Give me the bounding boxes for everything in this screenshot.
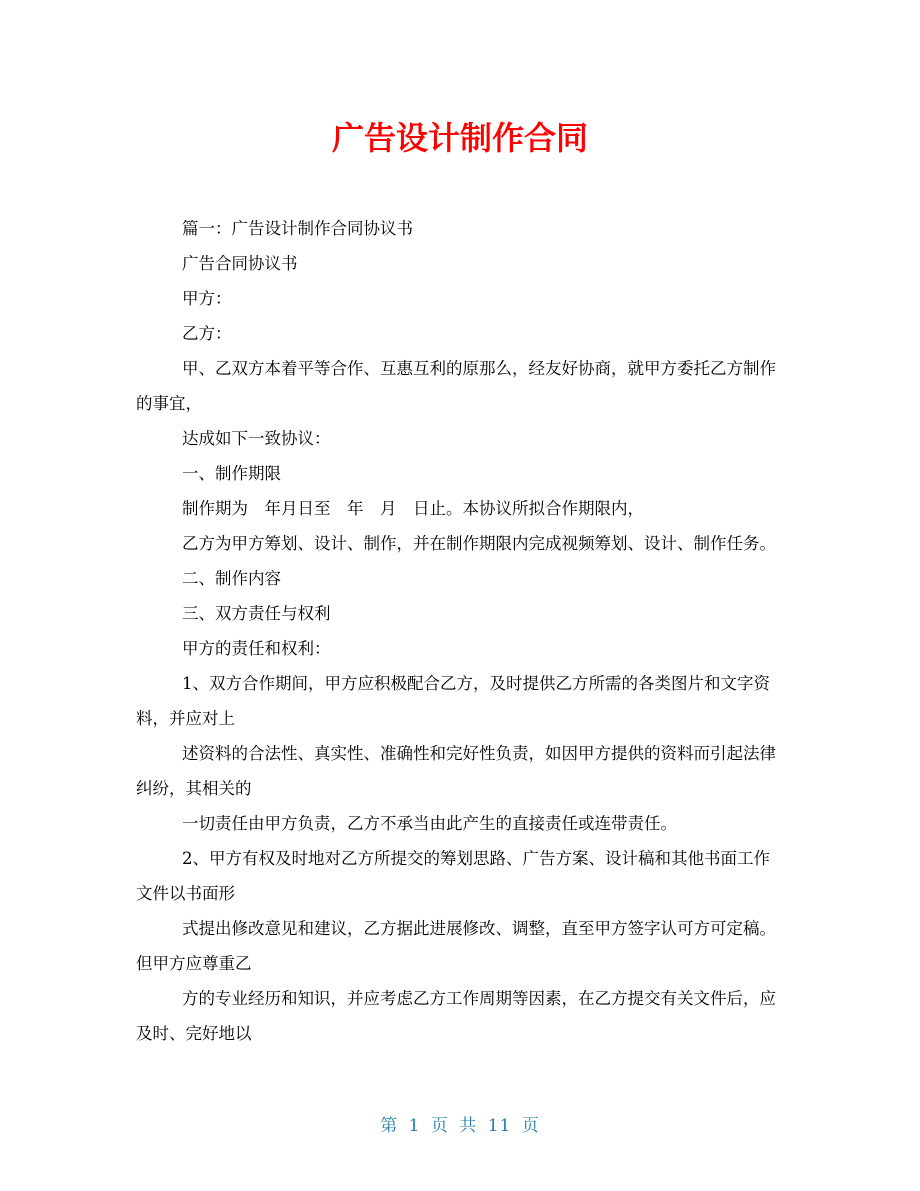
paragraph: 达成如下一致协议： xyxy=(182,429,331,448)
paragraph: 甲方： xyxy=(182,289,232,308)
paragraph: 式提出修改意见和建议，乙方据此进展修改、调整，直至甲方签字认可方可定稿。但甲方应尊重乙 xyxy=(136,919,776,973)
paragraph: 方的专业经历和知识，并应考虑乙方工作周期等因素，在乙方提交有关文件后，应及时、完好地以 xyxy=(136,989,776,1043)
page-number-footer: 第 1 页 共 11 页 xyxy=(380,1116,540,1136)
document-body xyxy=(136,211,793,1051)
paragraph: 制作期为 年月日至 年 月 日止。本协议所拟合作期限内， xyxy=(182,499,644,518)
paragraph: 甲方的责任和权利： xyxy=(182,639,331,658)
paragraph: 一切责任由甲方负责，乙方不承当由此产生的直接责任或连带责任。 xyxy=(182,814,677,833)
paragraph: 述资料的合法性、真实性、准确性和完好性负责，如因甲方提供的资料而引起法律纠纷，其相关的 xyxy=(136,744,776,798)
page-title: 广告设计制作合同 xyxy=(331,119,588,157)
paragraph: 1、双方合作期间，甲方应积极配合乙方，及时提供乙方所需的各类图片和文字资料，并应对上 xyxy=(136,674,770,728)
paragraph: 广告合同协议书 xyxy=(182,254,298,273)
paragraph: 二、制作内容 xyxy=(182,569,281,588)
paragraph: 一、制作期限 xyxy=(182,464,281,483)
paragraph: 篇一：广告设计制作合同协议书 xyxy=(182,219,413,238)
paragraph: 2、甲方有权及时地对乙方所提交的筹划思路、广告方案、设计稿和其他书面工作文件以书面形 xyxy=(136,849,770,903)
paragraph: 乙方： xyxy=(182,324,232,343)
paragraph: 甲、乙双方本着平等合作、互惠互利的原那么，经友好协商，就甲方委托乙方制作 的事宜， xyxy=(136,359,793,413)
paragraph: 三、双方责任与权利 xyxy=(182,604,331,623)
paragraph: 乙方为甲方筹划、设计、制作，并在制作期限内完成视频筹划、设计、制作任务。 xyxy=(182,534,776,553)
